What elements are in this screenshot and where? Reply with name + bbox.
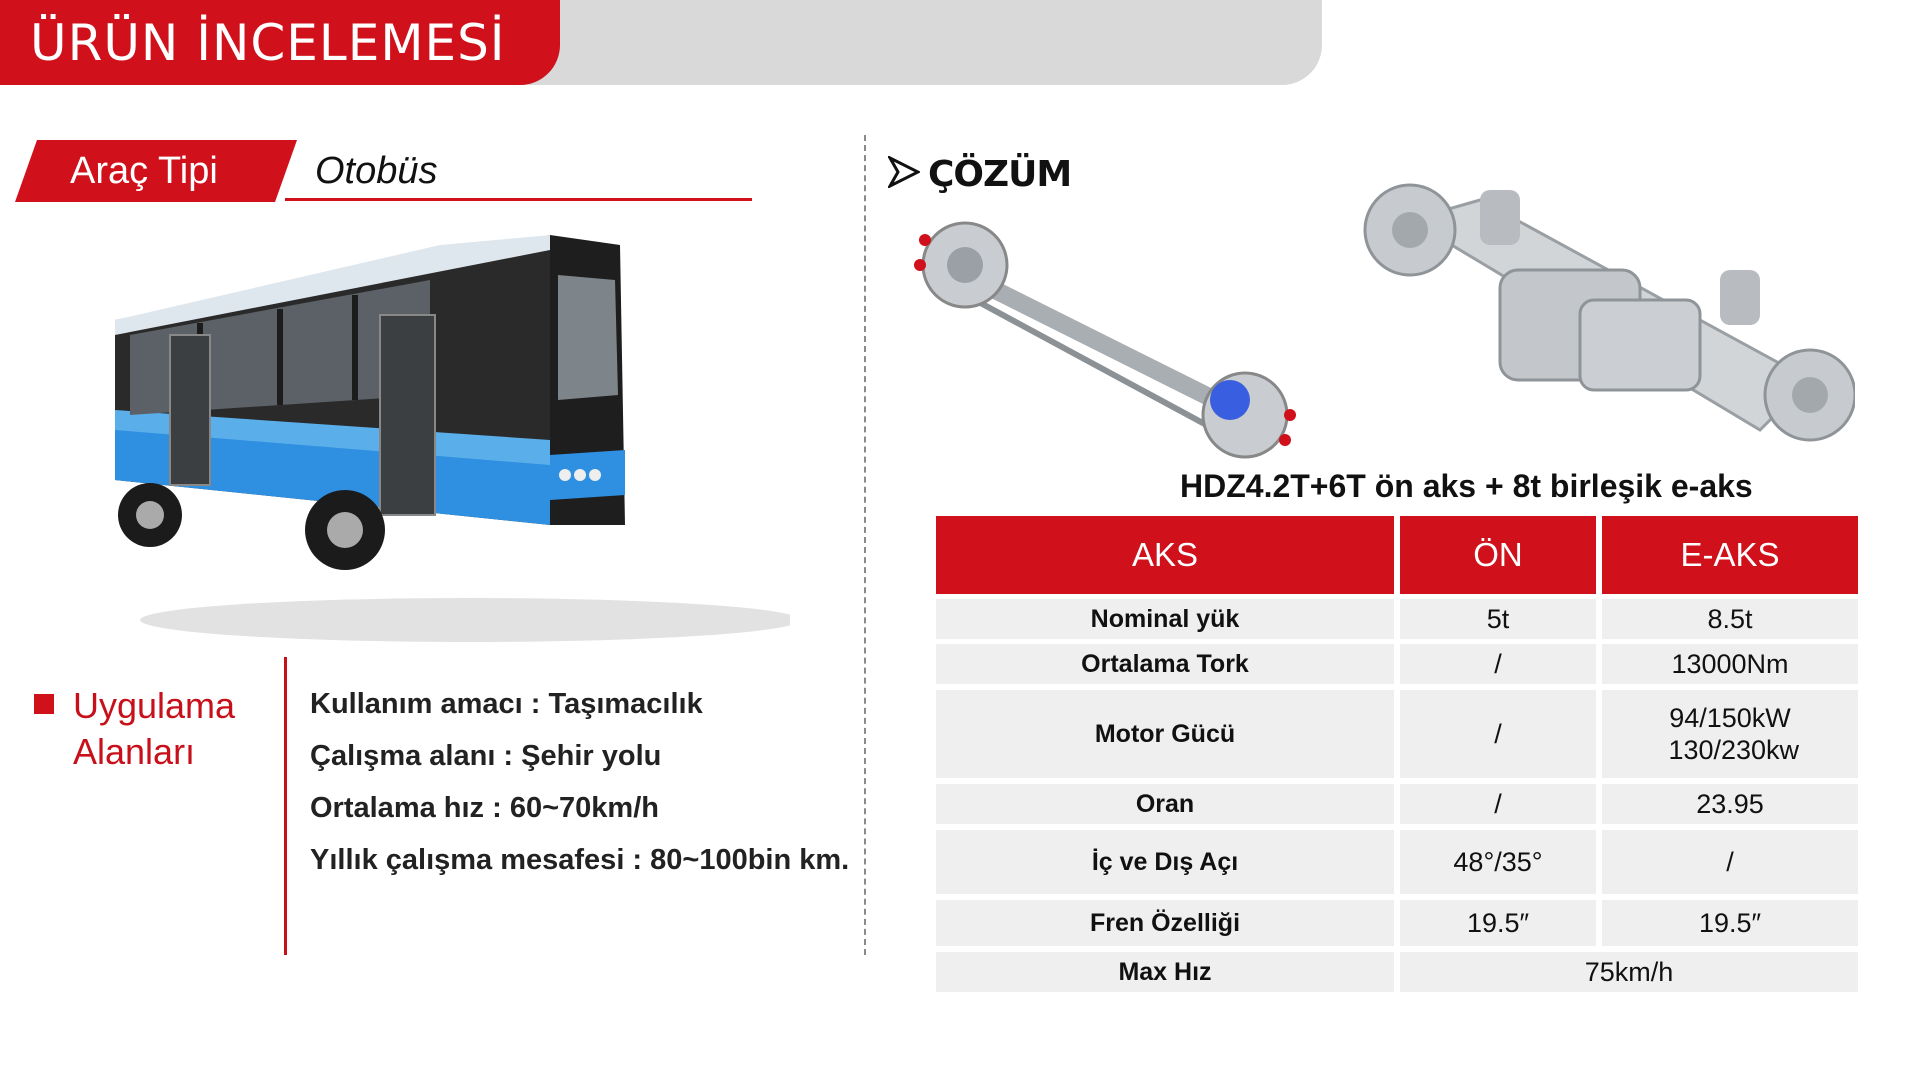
front-axle-image xyxy=(905,210,1355,460)
application-title: Uygulama Alanları xyxy=(73,685,236,772)
table-row xyxy=(936,599,1858,639)
solution-title: ÇÖZÜM xyxy=(928,154,1072,195)
vehicle-type-underline xyxy=(285,198,752,201)
application-item: Kullanım amacı : Taşımacılık xyxy=(310,688,703,720)
table-row xyxy=(936,830,1858,894)
table-cell-label: Motor Gücü xyxy=(936,690,1394,778)
application-item: Çalışma alanı : Şehir yolu xyxy=(310,740,662,772)
table-cell-label: Ortalama Tork xyxy=(936,644,1394,684)
table-cell: / xyxy=(1400,644,1596,684)
table-cell-label: Nominal yük xyxy=(936,599,1394,639)
bullet-square-icon xyxy=(34,694,54,714)
table-cell: 5t xyxy=(1400,599,1596,639)
table-row xyxy=(936,900,1858,946)
table-cell-merged: 75km/h xyxy=(1400,952,1858,992)
application-item: Ortalama hız : 60~70km/h xyxy=(310,792,659,824)
table-cell: 8.5t xyxy=(1602,599,1858,639)
table-cell: 19.5″ xyxy=(1602,900,1858,946)
arrow-right-icon xyxy=(888,156,920,188)
application-list xyxy=(310,682,849,890)
table-cell-label: Oran xyxy=(936,784,1394,824)
table-cell: 48°/35° xyxy=(1400,830,1596,894)
dashed-divider xyxy=(864,135,866,955)
table-cell: / xyxy=(1602,830,1858,894)
table-row xyxy=(936,644,1858,684)
table-header-cell: E-AKS xyxy=(1602,516,1858,594)
table-cell: 13000Nm xyxy=(1602,644,1858,684)
table-cell-label: Fren Özelliği xyxy=(936,900,1394,946)
application-item: Yıllık çalışma mesafesi : 80~100bin km. xyxy=(310,844,850,876)
table-header-cell: ÖN xyxy=(1400,516,1596,594)
table-row xyxy=(936,952,1858,992)
table-cell: 23.95 xyxy=(1602,784,1858,824)
application-divider xyxy=(284,657,287,955)
vehicle-type-label: Araç Tipi xyxy=(70,150,218,192)
table-cell: 94/150kW 130/230kw xyxy=(1602,690,1858,778)
vehicle-type-value: Otobüs xyxy=(315,150,438,192)
table-cell: / xyxy=(1400,784,1596,824)
bus-image xyxy=(110,225,790,645)
table-header-cell: AKS xyxy=(936,516,1394,594)
table-row xyxy=(936,690,1858,778)
table-header-row xyxy=(936,516,1858,594)
rear-e-axle-image xyxy=(1350,180,1855,450)
solution-caption: HDZ4.2T+6T ön aks + 8t birleşik e-aks xyxy=(1180,468,1753,504)
page-title: ÜRÜN İNCELEMESİ xyxy=(30,14,506,72)
table-cell-label: Max Hız xyxy=(936,952,1394,992)
table-cell: 19.5″ xyxy=(1400,900,1596,946)
table-cell-label: İç ve Dış Açı xyxy=(936,830,1394,894)
table-row xyxy=(936,784,1858,824)
table-cell: / xyxy=(1400,690,1596,778)
